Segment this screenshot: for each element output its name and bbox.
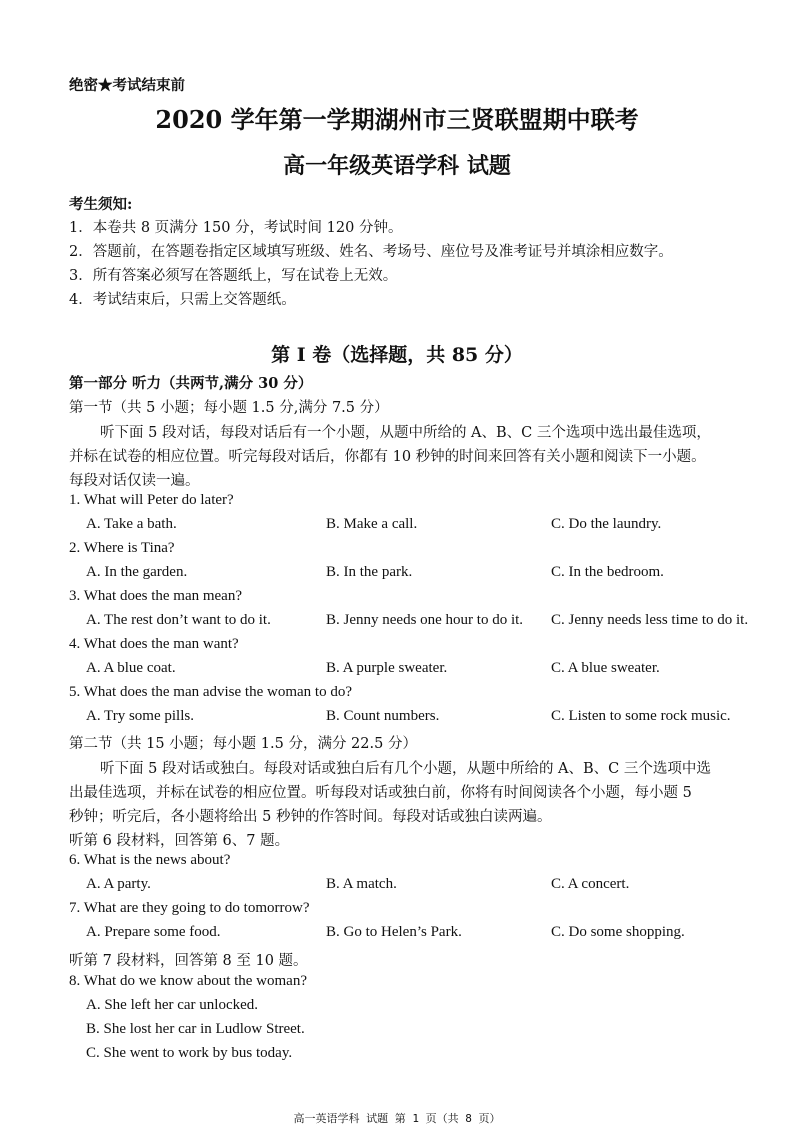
option-b: B. In the park. — [326, 564, 413, 580]
option-c: C. A concert. — [551, 876, 630, 892]
material-instruction: 听第 6 段材料，回答第 6、7 题。 — [69, 833, 290, 849]
instruction-line: 听下面 5 段对话或独白。每段对话或独白后有几个小题，从题中所给的 A、B、C 三个选项中选 — [100, 761, 711, 777]
option-a: A. In the garden. — [86, 564, 188, 580]
question-text: 8. What do we know about the woman? — [69, 973, 308, 989]
instruction-line: 听下面 5 段对话，每段对话后有一个小题，从题中所给的 A、B、C 三个选项中选出最佳选项， — [100, 425, 711, 441]
option-b: B. A purple sweater. — [326, 660, 448, 676]
question-text: 1. What will Peter do later? — [69, 492, 234, 508]
option-b: B. Jenny needs one hour to do it. — [326, 612, 524, 628]
exam-title: 2020 学年第一学期湖州市三贤联盟期中联考 — [155, 105, 639, 134]
confidential-label: 绝密★考试结束前 — [69, 77, 185, 94]
part-title: 第 I 卷（选择题，共 85 分） — [271, 344, 523, 366]
section-heading: 第一部分 听力（共两节,满分 30 分） — [69, 375, 313, 392]
option-c: C. Listen to some rock music. — [551, 708, 731, 724]
notice-item: 4．考试结束后，只需上交答题纸。 — [69, 292, 296, 308]
notice-item: 1．本卷共 8 页满分 150 分，考试时间 120 分钟。 — [69, 220, 403, 236]
instruction-line: 出最佳选项，并标在试卷的相应位置。听每段对话或独白前，你将有时间阅读各个小题，每小题 5 — [69, 785, 692, 801]
option-a: A. Take a bath. — [86, 516, 177, 532]
subsection-heading: 第二节（共 15 小题；每小题 1.5 分，满分 22.5 分） — [69, 736, 417, 752]
option-b: B. Count numbers. — [326, 708, 440, 724]
option-a: A. A party. — [86, 876, 151, 892]
option-b: B. She lost her car in Ludlow Street. — [86, 1021, 305, 1037]
notice-item: 3．所有答案必须写在答题纸上，写在试卷上无效。 — [69, 268, 398, 284]
question-text: 2. Where is Tina? — [69, 540, 175, 556]
instruction-line: 秒钟；听完后，各小题将给出 5 秒钟的作答时间。每段对话或独白读两遍。 — [69, 809, 552, 825]
option-b: B. Make a call. — [326, 516, 418, 532]
option-c: C. Do the laundry. — [551, 516, 662, 532]
question-text: 6. What is the news about? — [69, 852, 231, 868]
option-c: C. In the bedroom. — [551, 564, 664, 580]
option-b: B. Go to Helen’s Park. — [326, 924, 462, 940]
question-text: 5. What does the man advise the woman to do? — [69, 684, 352, 700]
option-a: A. Try some pills. — [86, 708, 194, 724]
option-a: A. Prepare some food. — [86, 924, 221, 940]
option-a: A. The rest don’t want to do it. — [86, 612, 271, 628]
option-a: A. A blue coat. — [86, 660, 176, 676]
option-b: B. A match. — [326, 876, 397, 892]
notice-heading: 考生须知: — [69, 196, 133, 213]
option-a: A. She left her car unlocked. — [86, 997, 259, 1013]
question-text: 4. What does the man want? — [69, 636, 239, 652]
option-c: C. She went to work by bus today. — [86, 1045, 293, 1061]
option-c: C. Jenny needs less time to do it. — [551, 612, 749, 628]
subsection-heading: 第一节（共 5 小题；每小题 1.5 分,满分 7.5 分） — [69, 400, 389, 416]
instruction-line: 每段对话仅读一遍。 — [69, 473, 200, 489]
option-c: C. Do some shopping. — [551, 924, 685, 940]
instruction-line: 并标在试卷的相应位置。听完每段对话后，你都有 10 秒钟的时间来回答有关小题和阅读下一小题。 — [69, 449, 706, 465]
question-text: 7. What are they going to do tomorrow? — [69, 900, 310, 916]
notice-item: 2．答题前，在答题卷指定区域填写班级、姓名、考场号、座位号及准考证号并填涂相应数字。 — [69, 244, 673, 260]
option-c: C. A blue sweater. — [551, 660, 660, 676]
page-footer: 高一英语学科 试题 第 1 页（共 8 页） — [293, 1112, 501, 1125]
question-text: 3. What does the man mean? — [69, 588, 242, 604]
material-instruction: 听第 7 段材料，回答第 8 至 10 题。 — [69, 953, 308, 969]
exam-subtitle: 高一年级英语学科 试题 — [283, 153, 511, 179]
